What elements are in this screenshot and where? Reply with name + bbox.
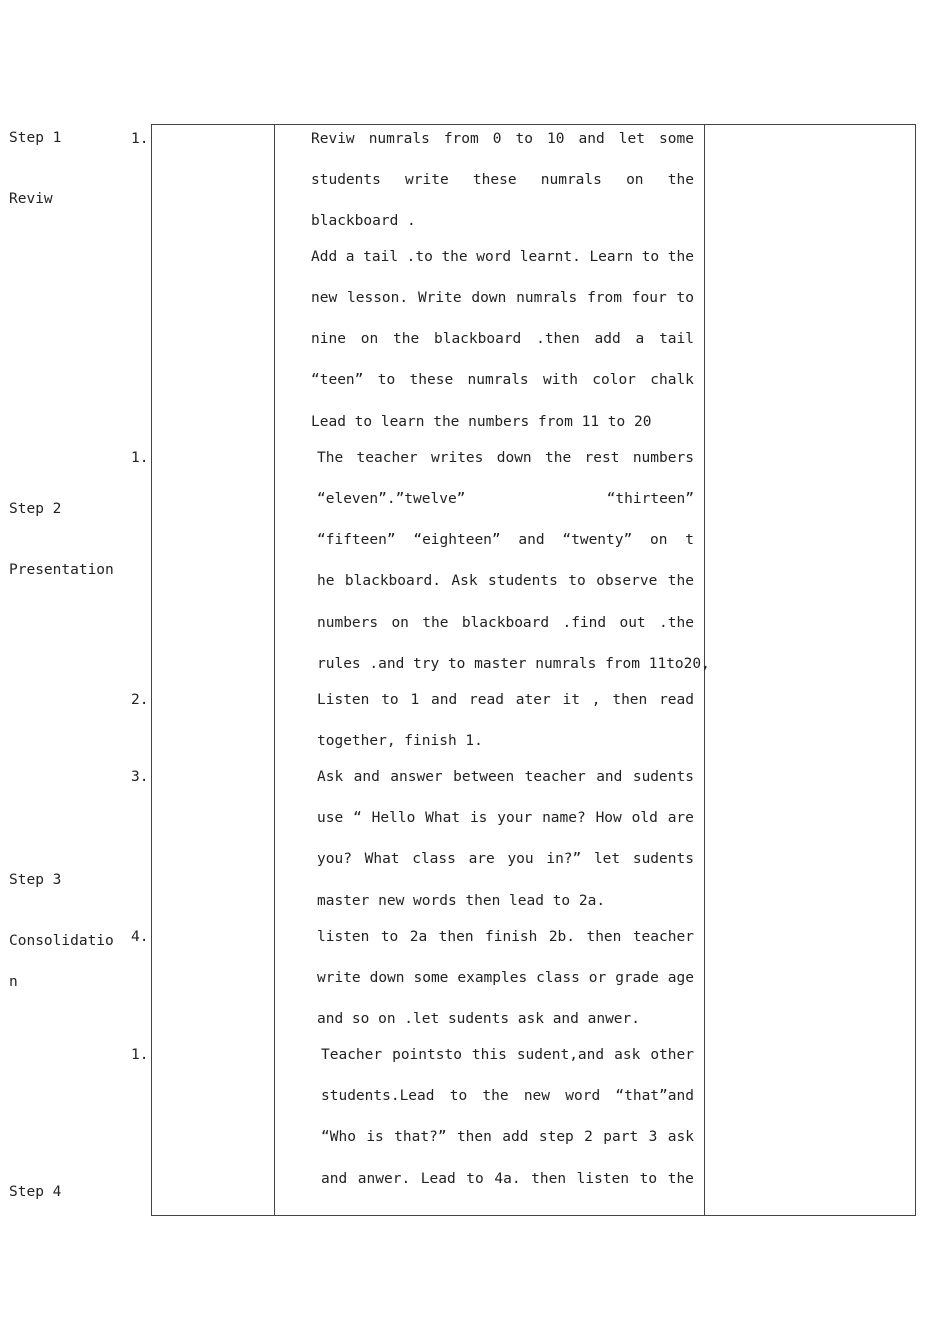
text-line: Listen to 1 and read ater it , then read: [317, 692, 694, 708]
text-line: new lesson. Write down numrals from four to: [311, 290, 694, 306]
list-number: 1.: [131, 450, 149, 466]
text-line: he blackboard. Ask students to observe the: [317, 573, 694, 589]
step-label: Consolidatio: [9, 933, 114, 949]
text-line: The teacher writes down the rest numbers: [317, 450, 694, 466]
text-line: write down some examples class or grade age: [317, 970, 694, 986]
step-label: Presentation: [9, 562, 114, 578]
step-label: Step 1: [9, 130, 62, 146]
text-line: listen to 2a then finish 2b. then teacher: [317, 929, 694, 945]
text-line: nine on the blackboard .then add a tail: [311, 331, 694, 347]
step-label: n: [9, 974, 18, 990]
text-line: “fifteen” “eighteen” and “twenty” on t: [317, 532, 694, 548]
text-line: use “ Hello What is your name? How old are: [317, 810, 694, 826]
text-line: Lead to learn the numbers from 11 to 20: [311, 414, 652, 430]
column-divider-1: [274, 125, 275, 1215]
text-line: you? What class are you in?” let sudents: [317, 851, 694, 867]
step-label: Step 3: [9, 872, 62, 888]
step-label: Step 4: [9, 1184, 62, 1200]
text-line: Teacher pointsto this sudent,and ask other: [321, 1047, 694, 1063]
list-number: 1.: [131, 1047, 149, 1063]
list-number: 3.: [131, 769, 149, 785]
text-line: Ask and answer between teacher and sudents: [317, 769, 694, 785]
text-line: “Who is that?” then add step 2 part 3 ask: [321, 1129, 694, 1145]
text-line: Reviw numrals from 0 to 10 and let some: [311, 131, 694, 147]
text-line: and anwer. Lead to 4a. then listen to the: [321, 1171, 694, 1187]
text-line: students.Lead to the new word “that”and: [321, 1088, 694, 1104]
text-line: blackboard .: [311, 213, 416, 229]
step-label: Step 2: [9, 501, 62, 517]
text-line: together, finish 1.: [317, 733, 483, 749]
list-number: 1.: [131, 131, 149, 147]
text-line: students write these numrals on the: [311, 172, 694, 188]
text-line: numbers on the blackboard .find out .the: [317, 615, 694, 631]
list-number: 4.: [131, 929, 149, 945]
text-line: and so on .let sudents ask and anwer.: [317, 1011, 641, 1027]
text-line: Add a tail .to the word learnt. Learn to the: [311, 249, 694, 265]
text-line: rules .and try to master numrals from 11to20,: [317, 656, 710, 672]
step-label: Reviw: [9, 191, 53, 207]
text-line: “eleven”.”twelve” “thirteen”: [317, 491, 694, 507]
text-line: master new words then lead to 2a.: [317, 893, 606, 909]
list-number: 2.: [131, 692, 149, 708]
text-line: “teen” to these numrals with color chalk: [311, 372, 694, 388]
